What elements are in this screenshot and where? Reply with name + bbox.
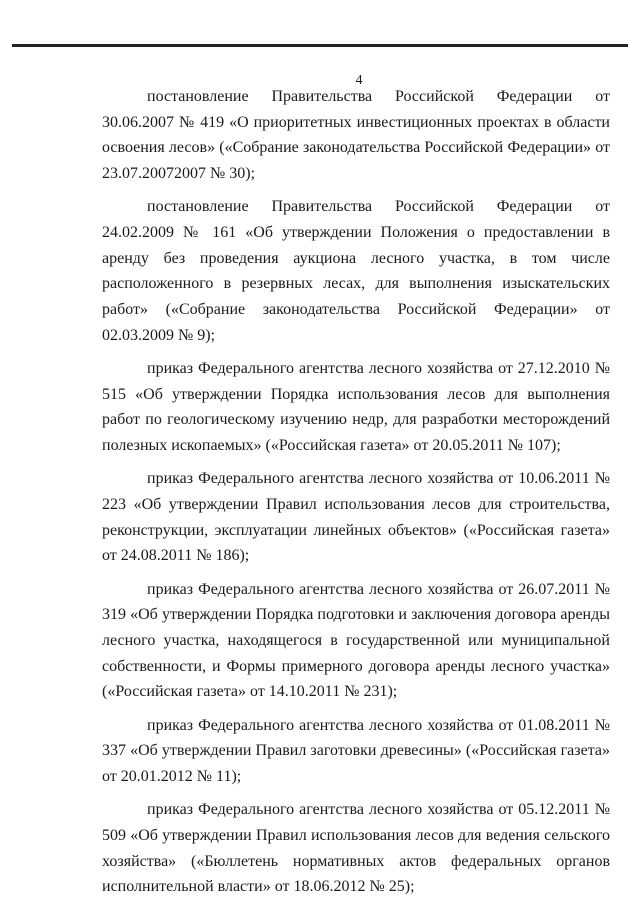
page-number: 4 (355, 73, 363, 88)
paragraph: приказ Федерального агентства лесного хозяйства от 10.06.2011 № 223 «Об утверждении Правил использования лесов для строительства, реконструкции, эксплуатации линейных объектов» («Российская газета» от 24.08.2011 № 186); (102, 470, 610, 565)
document-body (102, 84, 610, 908)
paragraph: постановление Правительства Российской Федерации от 24.02.2009 № 161 «Об утверждении Положения о предоставлении в аренду без проведения аукциона лесного участка, в том числе расположенного в резервных лесах, для выполнения изыскательских работ» («Собрание законодательства Российской Федерации» от 02.03.2009 № 9); (102, 198, 610, 344)
paragraph: приказ Федерального агентства лесного хозяйства от 05.12.2011 № 509 «Об утверждении Правил использования лесов для ведения сельского хозяйства» («Бюллетень нормативных актов федеральных органов исполнительной власти» от 18.06.2012 № 25); (102, 801, 610, 896)
paragraph: приказ Федерального агентства лесного хозяйства от 26.07.2011 № 319 «Об утверждении Порядка подготовки и заключения договора аренды лесного участка, находящегося в государственной или муниципальной собственности, и Формы примерного договора аренды лесного участка» («Российская газета» от 14.10.2011 № 231); (102, 580, 610, 701)
paragraph: приказ Федерального агентства лесного хозяйства от 27.12.2010 № 515 «Об утверждении Порядка использования лесов для выполнения работ по геологическому изучению недр, для разработки месторождений полезных ископаемых» («Российская газета» от 20.05.2011 № 107); (102, 360, 610, 455)
top-rule (12, 44, 628, 47)
paragraph: приказ Федерального агентства лесного хозяйства от 01.08.2011 № 337 «Об утверждении Правил заготовки древесины» («Российская газета» от 20.01.2012 № 11); (102, 716, 610, 786)
paragraph: постановление Правительства Российской Федерации от 30.06.2007 № 419 «О приоритетных инвестиционных проектах в области освоения лесов» («Собрание законодательства Российской Федерации» от 23.07.20072007 № 30); (102, 88, 610, 183)
